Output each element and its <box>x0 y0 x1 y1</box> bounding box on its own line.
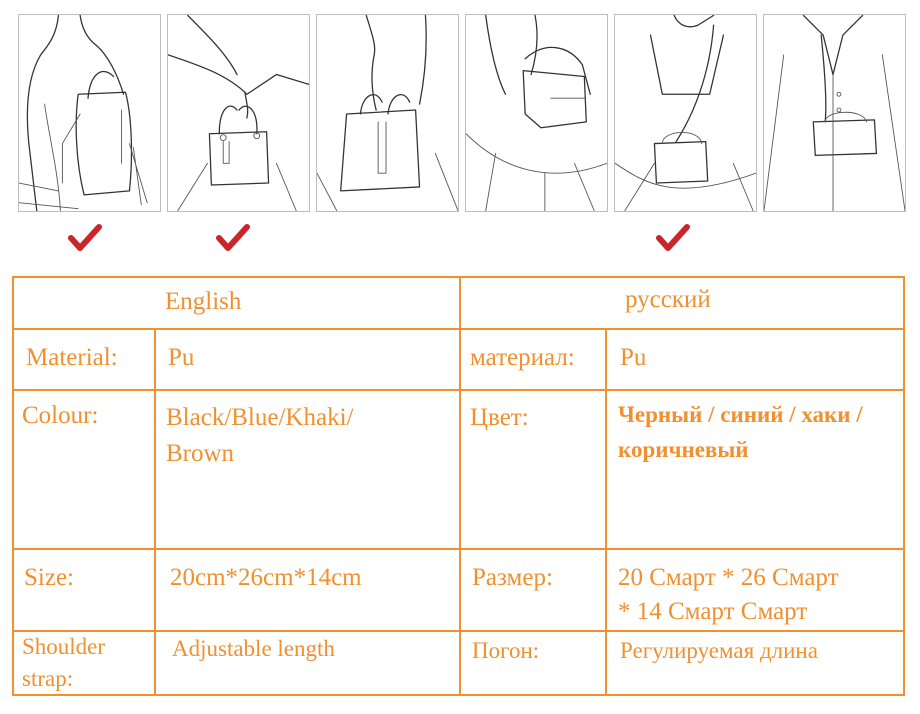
value-material-en: Pu <box>168 344 195 371</box>
usage-illustrations <box>18 14 908 214</box>
value-material-ru: Pu <box>620 344 647 371</box>
label-strap-en-line2: strap: <box>22 666 74 691</box>
table-border <box>459 276 461 696</box>
value-size-en: 20cm*26cm*14cm <box>170 564 362 591</box>
value-colour-ru-line1: Черный / синий / хаки / <box>618 402 863 427</box>
value-colour-en-line2: Brown <box>166 440 235 467</box>
table-border <box>12 276 14 696</box>
crossbody-dress-figure-icon <box>614 14 757 212</box>
label-colour-ru: Цвет: <box>470 404 529 431</box>
label-strap-ru: Погон: <box>472 638 540 663</box>
label-material-en: Material: <box>26 344 118 371</box>
crossbody-vneck-figure-icon <box>763 14 906 212</box>
label-strap-en-line1: Shoulder <box>22 634 106 659</box>
check-icon <box>68 224 102 252</box>
value-size-ru-line2: * 14 Смарт Смарт <box>618 598 808 625</box>
check-icon <box>216 224 250 252</box>
handbag-held-figure-icon <box>167 14 310 212</box>
value-strap-en: Adjustable length <box>172 636 335 661</box>
value-colour-en-line1: Black/Blue/Khaki/ <box>166 404 354 431</box>
table-border <box>605 328 607 696</box>
value-strap-ru: Регулируемая длина <box>620 638 818 663</box>
value-colour-ru-line2: коричневый <box>618 437 749 462</box>
label-colour-en: Colour: <box>22 402 99 429</box>
label-size-ru: Размер: <box>472 564 553 591</box>
table-border <box>903 276 905 696</box>
value-size-ru-line1: 20 Смарт * 26 Смарт <box>618 564 839 591</box>
table-border <box>154 328 156 696</box>
handbag-arm-figure-icon <box>316 14 459 212</box>
label-size-en: Size: <box>24 564 74 591</box>
check-icon <box>656 224 690 252</box>
shoulder-bag-figure-icon <box>465 14 608 212</box>
spec-table <box>12 276 905 696</box>
backpack-figure-icon <box>18 14 161 212</box>
header-english: English <box>165 288 242 315</box>
header-russian: русский <box>625 286 711 313</box>
label-material-ru: материал: <box>470 344 575 371</box>
